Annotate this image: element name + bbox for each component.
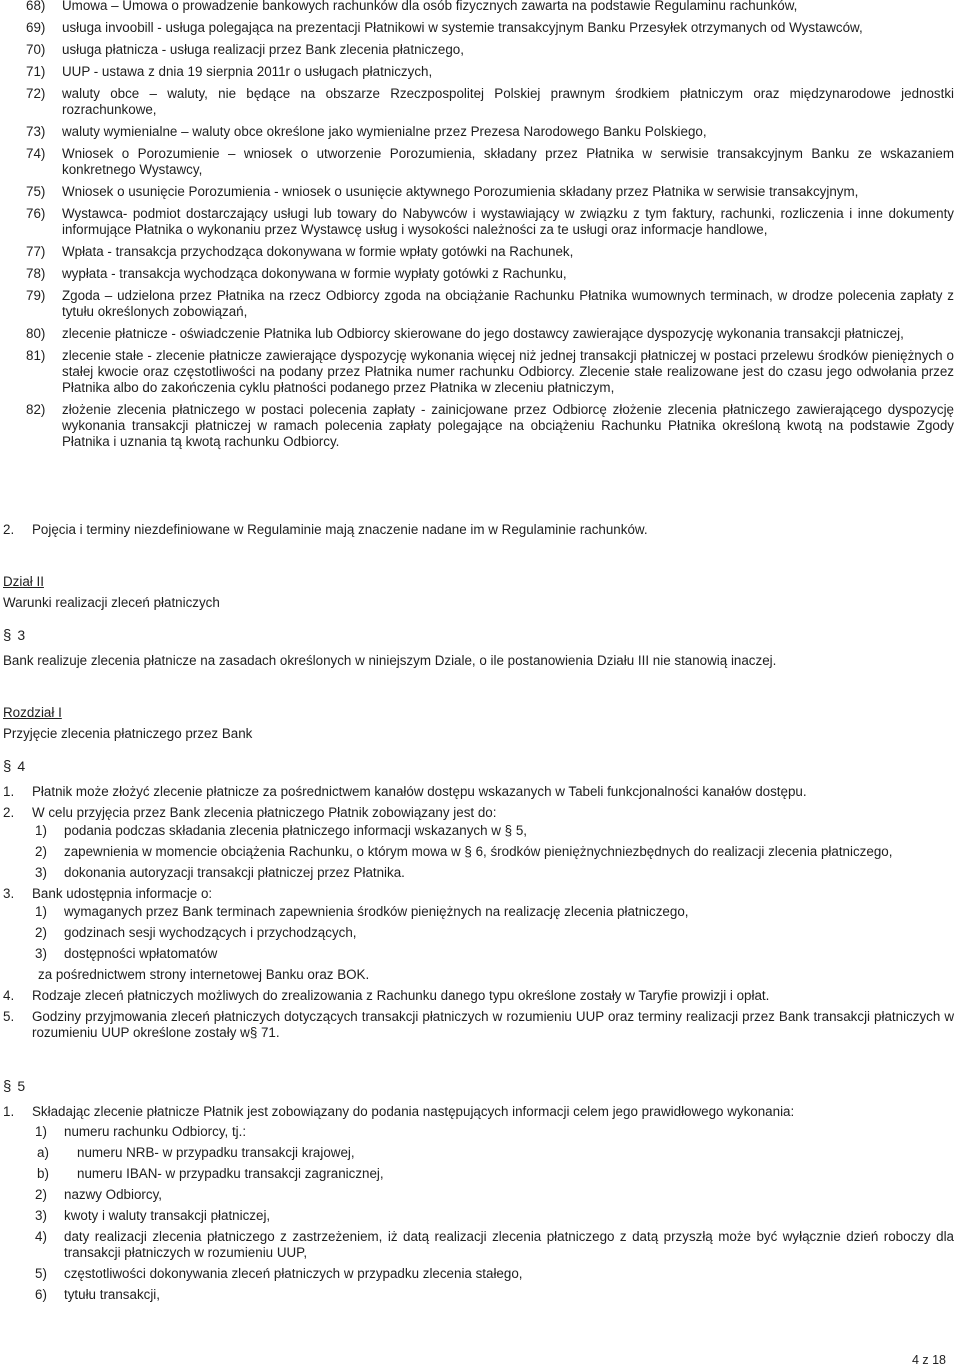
point-3: [0, 886, 960, 902]
list-item: [0, 823, 960, 839]
definition-item: [0, 266, 960, 282]
item-number: 3): [35, 946, 47, 961]
item-text: Umowa – Umowa o prowadzenie bankowych rachunków dla osób fizycznych zawarta na podstawie Regulaminu rachunków,: [62, 0, 798, 13]
item-number: 4): [35, 1229, 47, 1244]
item-text: numeru rachunku Odbiorcy, tj.:: [64, 1124, 247, 1139]
section-title: Dział II: [3, 574, 44, 589]
point-text: Rodzaje zleceń płatniczych możliwych do zrealizowania z Rachunku danego typu określone zostały w Taryfie prowizji i opłat.: [32, 988, 770, 1003]
chapter-title: Rozdział I: [3, 705, 62, 720]
point-1: [0, 784, 960, 800]
item-number: 2): [35, 844, 47, 859]
chapter-subtitle: Przyjęcie zlecenia płatniczego przez Bank: [3, 726, 253, 741]
point-1: [0, 1104, 960, 1120]
item-text: zapewnienia w momencie obciążenia Rachunku, o którym mowa w § 6, środków pieniężnychniezbędnych do realizacji zlecenia płatniczego,: [64, 844, 893, 859]
list-item: [0, 1208, 960, 1224]
item-text: numeru NRB- w przypadku transakcji krajowej,: [77, 1145, 355, 1160]
paragraph-sign-icon: §: [3, 1078, 12, 1095]
definition-item: [0, 20, 960, 36]
paragraph-3-text: Bank realizuje zlecenia płatnicze na zasadach określonych w niniejszym Dziale, o ile postanowienia Działu III nie stanowią inaczej.: [3, 653, 777, 668]
list-item: [0, 1124, 960, 1140]
item-number: 82): [26, 402, 46, 417]
item-number: 73): [26, 124, 46, 139]
definition-item: [0, 0, 960, 14]
definition-item: [0, 288, 960, 320]
definition-item: [0, 124, 960, 140]
item-text: numeru IBAN- w przypadku transakcji zagranicznej,: [77, 1166, 384, 1181]
definition-item: [0, 146, 960, 178]
sub-list-item: [0, 1145, 960, 1161]
list-item: [0, 844, 960, 860]
list-item: [0, 865, 960, 881]
item-text: godzinach sesji wychodzących i przychodzących,: [64, 925, 357, 940]
item-number: 71): [26, 64, 46, 79]
item-number: 3): [35, 865, 47, 880]
item-number: 75): [26, 184, 46, 199]
item-text: usługa płatnicza - usługa realizacji przez Bank zlecenia płatniczego,: [62, 42, 464, 57]
item-number: 79): [26, 288, 46, 303]
definition-item: [0, 86, 960, 118]
point-text: Bank udostępnia informacje o:: [32, 886, 213, 901]
item-text: daty realizacji zlecenia płatniczego z zastrzeżeniem, iż datą realizacji zlecenia płatniczego z datą przyszłą może być wyłącznie dzień roboczy dla transakcji płatniczych w rozumieniu UUP,: [64, 1229, 954, 1260]
point-number: 1.: [3, 1104, 15, 1119]
point-number: 5.: [3, 1009, 15, 1024]
item-number: 5): [35, 1266, 47, 1281]
paragraph-sign-icon: §: [3, 758, 12, 775]
item-text: zlecenie stałe - zlecenie płatnicze zawierające dyspozycję wykonania więcej niż jednej transakcji płatniczej w postaci przelewu środków pieniężnych o stałej kwocie oraz częstotliwości na podany przez Płatnika numer rachunku Odbiorcy. Zlecenie stałe realizowane jest do czasu jego odwołania przez Płatnika albo do zakończenia cyklu płatności podanego przez Płatnika w zleceniu płatniczym,: [62, 348, 954, 395]
item-number: 3): [35, 1208, 47, 1223]
item-text: Zgoda – udzielona przez Płatnika na rzecz Odbiorcy zgoda na obciążanie Rachunku Płatnika wumownych terminach, w drodze polecenia zapłaty z tytułu określonych zobowiązań,: [62, 288, 954, 319]
list-item: [0, 946, 960, 962]
list-item: [0, 925, 960, 941]
point-text: W celu przyjęcia przez Bank zlecenia płatniczego Płatnik zobowiązany jest do:: [32, 805, 497, 820]
item-text: nazwy Odbiorcy,: [64, 1187, 162, 1202]
item-number: 78): [26, 266, 46, 281]
item-text: wypłata - transakcja wychodząca dokonywana w formie wypłaty gotówki z Rachunku,: [62, 266, 567, 281]
definition-item: [0, 348, 960, 396]
point-2: [0, 805, 960, 821]
point-2: [0, 522, 960, 538]
item-text: dostępności wpłatomatów: [64, 946, 218, 961]
list-item: [0, 1287, 960, 1303]
item-text: waluty obce – waluty, nie będące na obszarze Rzeczpospolitej Polskiej prawnym środkiem płatniczym oraz międzynarodowe jednostki rozrachunkowe,: [62, 86, 954, 117]
item-number: 70): [26, 42, 46, 57]
paragraph-4-body: [0, 784, 960, 1041]
item-number: 69): [26, 20, 46, 35]
point-text: Pojęcia i terminy niezdefiniowane w Regulaminie mają znaczenie nadane im w Regulaminie rachunków.: [32, 522, 648, 537]
item-number: 80): [26, 326, 46, 341]
point-number: 3.: [3, 886, 15, 901]
item-text: Wystawca- podmiot dostarczający usługi lub towary do Nabywców i wystawiający w związku z tym faktury, rachunki, rozliczenia i inne dokumenty informujące Płatnika o wykonaniu przez Wystawcę usług i wysokości należności za te usługi oraz informacje handlowe,: [62, 206, 954, 237]
point-number: 1.: [3, 784, 15, 799]
item-text: UUP - ustawa z dnia 19 sierpnia 2011r o usługach płatniczych,: [62, 64, 433, 79]
item-text: dokonania autoryzacji transakcji płatniczej przez Płatnika.: [64, 865, 405, 880]
paragraph-4-heading: [0, 758, 25, 775]
item-number: 1): [35, 1124, 47, 1139]
paragraph-number: 3: [17, 627, 26, 643]
item-text: złożenie zlecenia płatniczego w postaci polecenia zapłaty - zainicjowane przez Odbiorcę złożenie zlecenia płatniczego zawierającego dyspozycję wykonania transakcji płatniczej w ramach polecenia zapłaty polegające na obciążeniu Rachunku Płatnika określoną kwotą na podstawie Zgody Płatnika i uznania tą kwotą rachunku Odbiorcy.: [62, 402, 954, 449]
list-item: [0, 1187, 960, 1203]
point-number: 4.: [3, 988, 15, 1003]
paragraph-number: 4: [17, 758, 26, 774]
item-number: 74): [26, 146, 46, 161]
page-number: 4 z 18: [911, 1353, 946, 1367]
point-3-note: za pośrednictwem strony internetowej Banku oraz BOK.: [38, 967, 370, 982]
definition-item: [0, 244, 960, 260]
item-number: b): [37, 1166, 49, 1181]
item-number: 76): [26, 206, 46, 221]
point-number: 2.: [3, 522, 15, 537]
item-text: Wpłata - transakcja przychodząca dokonywana w formie wpłaty gotówki na Rachunek,: [62, 244, 574, 259]
paragraph-3-heading: [0, 627, 25, 644]
point-5: [0, 1009, 960, 1041]
item-text: waluty wymienialne – waluty obce określone jako wymienialne przez Prezesa Narodowego Banku Polskiego,: [62, 124, 707, 139]
paragraph-5-heading: [0, 1078, 25, 1095]
item-number: 68): [26, 0, 46, 13]
item-number: 6): [35, 1287, 47, 1302]
item-number: a): [37, 1145, 49, 1160]
section-subtitle: Warunki realizacji zleceń płatniczych: [3, 595, 220, 610]
list-item: [0, 904, 960, 920]
definitions-list: [0, 0, 960, 456]
item-text: podania podczas składania zlecenia płatniczego informacji wskazanych w § 5,: [64, 823, 527, 838]
definition-item: [0, 326, 960, 342]
point-text: Składając zlecenie płatnicze Płatnik jest zobowiązany do podania następujących informacji celem jego prawidłowego wykonania:: [32, 1104, 795, 1119]
item-text: Wniosek o usunięcie Porozumienia - wniosek o usunięcie aktywnego Porozumienia składany przez Płatnika w serwisie transakcyjnym,: [62, 184, 859, 199]
item-text: wymaganych przez Bank terminach zapewnienia środków pieniężnych na realizację zlecenia płatniczego,: [64, 904, 689, 919]
point-number: 2.: [3, 805, 15, 820]
definition-item: [0, 64, 960, 80]
item-number: 2): [35, 925, 47, 940]
item-text: Wniosek o Porozumienie – wniosek o utworzenie Porozumienia, składany przez Płatnika w serwisie transakcyjnym Banku ze wskazaniem konkretnego Wystawcy,: [62, 146, 954, 177]
paragraph-sign-icon: §: [3, 627, 12, 644]
paragraph-number: 5: [17, 1078, 26, 1094]
item-number: 1): [35, 904, 47, 919]
item-text: usługa invoobill - usługa polegająca na prezentacji Płatnikowi w systemie transakcyjnym Banku Przesyłek otrzymanych od Wystawców,: [62, 20, 863, 35]
item-number: 72): [26, 86, 46, 101]
item-text: zlecenie płatnicze - oświadczenie Płatnika lub Odbiorcy skierowane do jego dostawcy zawierające dyspozycję wykonania transakcji płatniczej,: [62, 326, 904, 341]
list-item: [0, 1229, 960, 1261]
point-4: [0, 988, 960, 1004]
sub-list-item: [0, 1166, 960, 1182]
point-text: Płatnik może złożyć zlecenie płatnicze za pośrednictwem kanałów dostępu wskazanych w Tabeli funkcjonalności kanałów dostępu.: [32, 784, 807, 799]
list-item: [0, 1266, 960, 1282]
definition-item: [0, 402, 960, 450]
item-text: kwoty i waluty transakcji płatniczej,: [64, 1208, 271, 1223]
paragraph-5-body: [0, 1104, 960, 1308]
item-number: 81): [26, 348, 46, 363]
item-number: 77): [26, 244, 46, 259]
point-text: Godziny przyjmowania zleceń płatniczych dotyczących transakcji płatniczych w rozumieniu UUP oraz terminy realizacji przez Bank transakcji płatniczych w rozumieniu UUP określone zostały w§ 71.: [32, 1009, 954, 1040]
item-number: 2): [35, 1187, 47, 1202]
item-text: tytułu transakcji,: [64, 1287, 161, 1302]
definition-item: [0, 184, 960, 200]
definition-item: [0, 42, 960, 58]
item-text: częstotliwości dokonywania zleceń płatniczych w przypadku zlecenia stałego,: [64, 1266, 523, 1281]
item-number: 1): [35, 823, 47, 838]
definition-item: [0, 206, 960, 238]
